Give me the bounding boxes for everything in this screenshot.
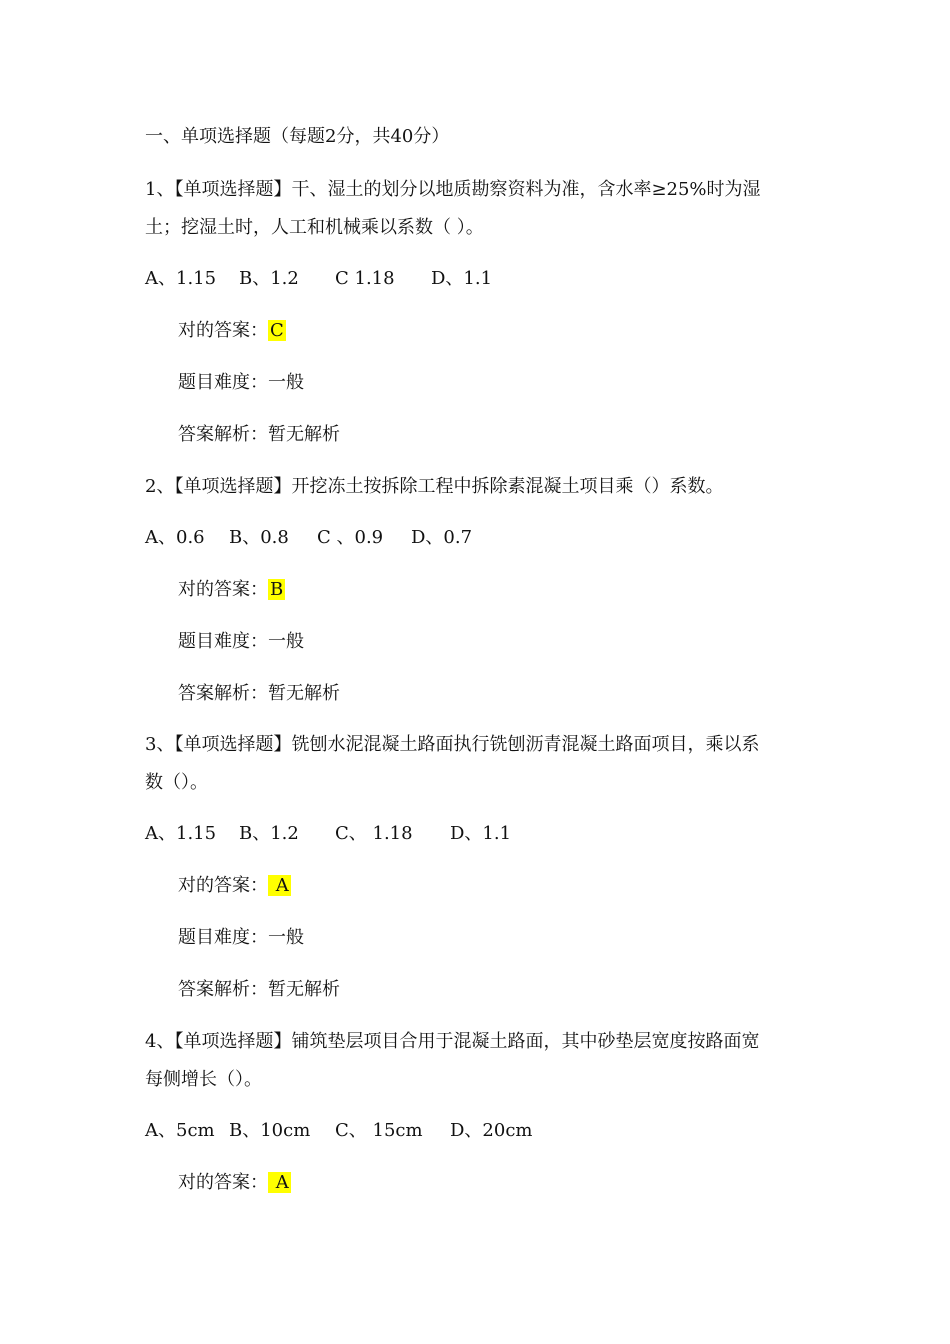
difficulty-label: 题目难度： <box>178 372 268 393</box>
question-3-difficulty <box>178 925 304 951</box>
option-d: D、1.1 <box>450 823 512 844</box>
analysis-value: 暂无解析 <box>268 424 340 445</box>
difficulty-label: 题目难度： <box>178 927 268 948</box>
question-1-analysis <box>178 422 340 448</box>
option-b: B、1.2 <box>239 823 299 844</box>
question-3-analysis <box>178 977 340 1003</box>
question-2-analysis <box>178 681 340 707</box>
question-1-text-line1: 1、【单项选择题】干、湿土的划分以地质勘察资料为准，含水率≥25%时为湿 <box>145 179 761 200</box>
difficulty-value: 一般 <box>268 372 304 393</box>
question-1-text-line2: 土；挖湿土时，人工和机械乘以系数（ ）。 <box>145 217 484 238</box>
question-3-text-line1: 3、【单项选择题】铣刨水泥混凝土路面执行铣刨沥青混凝土路面项目，乘以系 <box>145 734 760 755</box>
answer-value: C <box>270 320 284 341</box>
option-d: D、1.1 <box>431 268 493 289</box>
option-c: C 1.18 <box>335 268 395 289</box>
analysis-label: 答案解析： <box>178 979 268 1000</box>
question-4-answer <box>178 1170 291 1196</box>
question-2-difficulty <box>178 629 304 655</box>
question-1-difficulty <box>178 370 304 396</box>
analysis-label: 答案解析： <box>178 424 268 445</box>
difficulty-value: 一般 <box>268 631 304 652</box>
question-3-answer <box>178 873 291 899</box>
question-4-text-line2: 每侧增长（）。 <box>145 1069 262 1090</box>
analysis-value: 暂无解析 <box>268 683 340 704</box>
option-b: B、10cm <box>229 1120 311 1141</box>
option-b: B、1.2 <box>239 268 299 289</box>
option-d: D、20cm <box>450 1120 533 1141</box>
option-a: A、5cm <box>145 1120 215 1141</box>
option-a: A、1.15 <box>145 823 217 844</box>
answer-value: A <box>270 875 289 896</box>
question-4-text-line1: 4、【单项选择题】铺筑垫层项目合用于混凝土路面，其中砂垫层宽度按路面宽 <box>145 1031 760 1052</box>
answer-label: 对的答案： <box>178 579 268 600</box>
analysis-value: 暂无解析 <box>268 979 340 1000</box>
difficulty-value: 一般 <box>268 927 304 948</box>
question-2-text-line1: 2、【单项选择题】开挖冻土按拆除工程中拆除素混凝土项目乘（）系数。 <box>145 476 724 497</box>
analysis-label: 答案解析： <box>178 683 268 704</box>
answer-label: 对的答案： <box>178 320 268 341</box>
answer-value: A <box>270 1172 289 1193</box>
question-1-answer <box>178 318 286 344</box>
option-c: C 、0.9 <box>317 527 384 548</box>
answer-value: B <box>270 579 284 600</box>
option-c: C、 15cm <box>335 1120 423 1141</box>
option-a: A、1.15 <box>145 268 217 289</box>
question-2-answer <box>178 577 285 603</box>
option-a: A、0.6 <box>145 527 205 548</box>
answer-label: 对的答案： <box>178 875 268 896</box>
section-title: 一、单项选择题（每题2分，共40分） <box>145 126 450 147</box>
answer-label: 对的答案： <box>178 1172 268 1193</box>
option-d: D、0.7 <box>411 527 473 548</box>
difficulty-label: 题目难度： <box>178 631 268 652</box>
question-3-text-line2: 数（）。 <box>145 772 208 793</box>
option-c: C、 1.18 <box>335 823 413 844</box>
option-b: B、0.8 <box>229 527 289 548</box>
